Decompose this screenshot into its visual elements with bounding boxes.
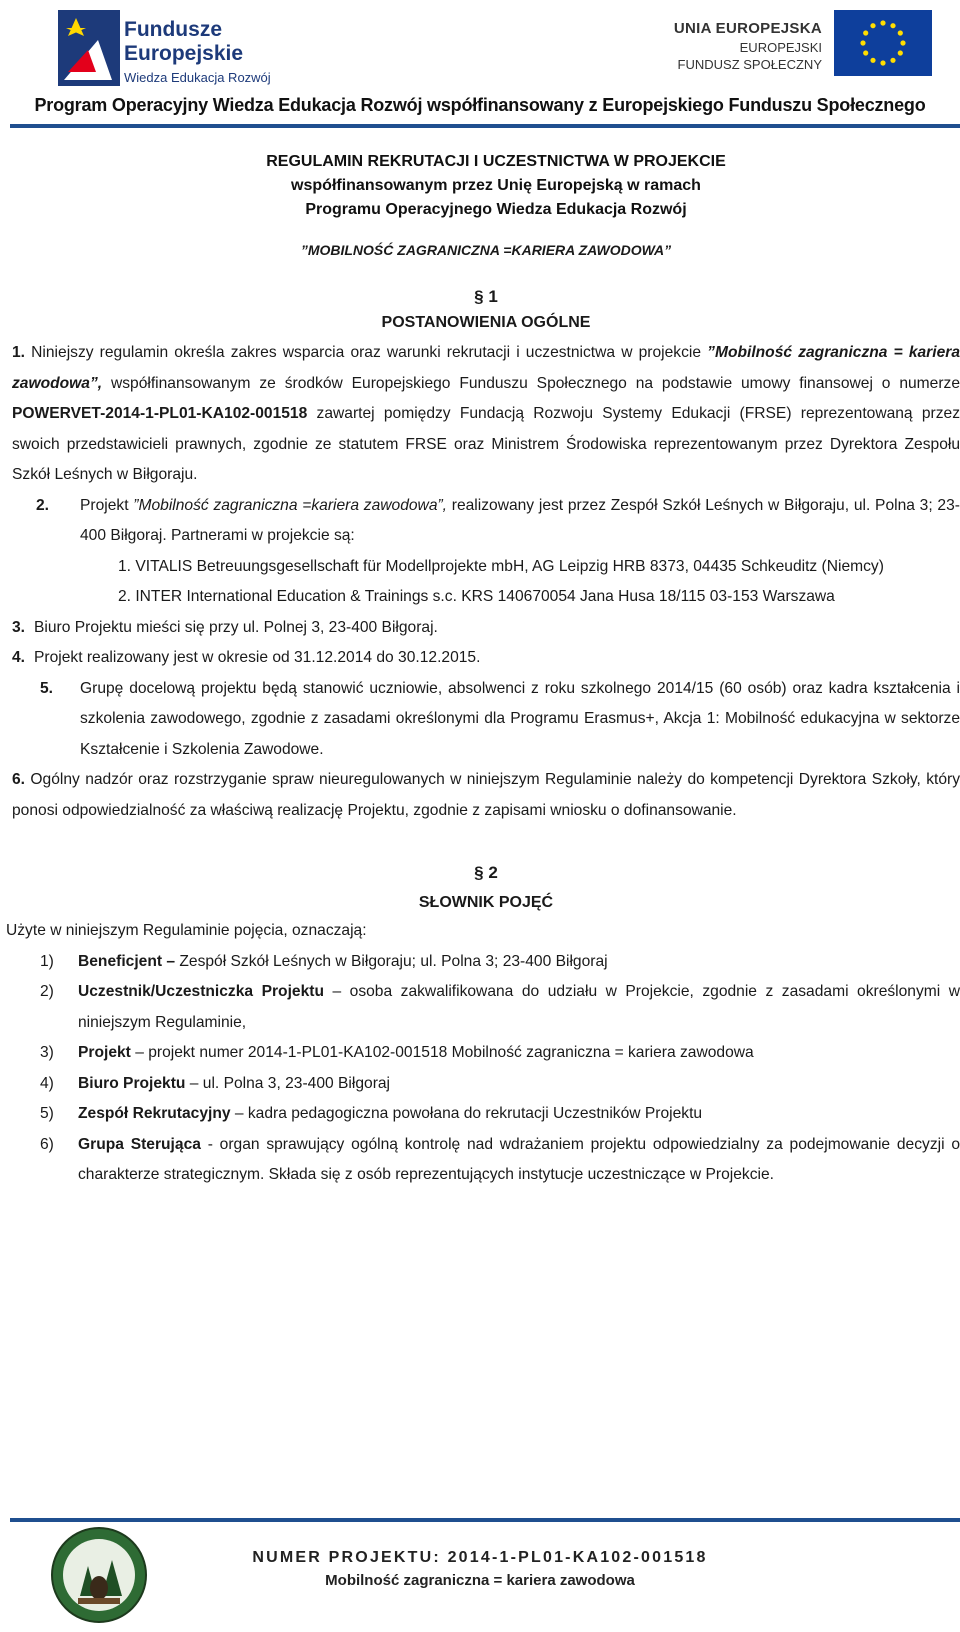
fundusze-europejskie-logo-icon xyxy=(58,10,120,86)
term-item xyxy=(12,1038,960,1069)
section1-sign: § 1 xyxy=(474,287,498,306)
title-line2: współfinansowanym przez Unię Europejską w ramach xyxy=(291,177,701,194)
term-name: Grupa Sterująca xyxy=(78,1135,201,1153)
term-number: 3) xyxy=(40,1044,54,1061)
document-body xyxy=(6,150,960,1191)
fe-logo-line1: Fundusze xyxy=(124,18,222,41)
item2-text-a: Projekt xyxy=(80,496,134,514)
term-item xyxy=(12,977,960,1038)
section1-heading: POSTANOWIENIA OGÓLNE xyxy=(381,314,591,331)
item6-number: 6. xyxy=(12,771,26,788)
eu-star-icon xyxy=(880,60,885,65)
term-number: 2) xyxy=(40,983,54,1000)
item1-text-c: współfinansowanym ze środków Europejskiego Funduszu Społecznego na podstawie umowy finansowej o numerze xyxy=(102,374,960,392)
term-item xyxy=(12,1130,960,1191)
program-line: Program Operacyjny Wiedza Edukacja Rozwój współfinansowany z Europejskiego Funduszu Społecznego xyxy=(34,95,926,115)
term-description: – osoba zakwalifikowana do udziału w Projekcie, zgodnie z zasadami określonymi w niniejszym Regulaminie, xyxy=(78,983,960,1031)
fe-logo-line3: Wiedza Edukacja Rozwój xyxy=(124,70,271,85)
term-number: 4) xyxy=(40,1074,54,1092)
item1-text-a: Niniejszy regulamin określa zakres wsparcia oraz warunki rekrutacji i uczestnictwa w projekcie xyxy=(25,344,708,361)
eu-logo-line2: EUROPEJSKI xyxy=(739,40,822,55)
term-number: 6) xyxy=(40,1135,54,1153)
document-title xyxy=(12,150,960,222)
eu-star-icon xyxy=(890,23,895,28)
term-name: Beneficjent – xyxy=(78,952,176,970)
section2-sign: § 2 xyxy=(474,863,498,882)
item1-project-name: ”Mobilność zagraniczna = kariera zawodowa”, xyxy=(12,344,960,392)
title-line3: Programu Operacyjnego Wiedza Edukacja Rozwój xyxy=(305,201,687,218)
term-name: Biuro Projektu xyxy=(78,1074,186,1092)
footer-divider xyxy=(10,1518,960,1522)
term-item xyxy=(12,1099,960,1130)
item3-text: Biuro Projektu mieści się przy ul. Polnej 3, 23-400 Biłgoraj. xyxy=(34,618,438,636)
eu-logo xyxy=(672,10,932,80)
term-number: 5) xyxy=(40,1105,54,1122)
title-line1: REGULAMIN REKRUTACJI I UCZESTNICTWA W PROJEKCIE xyxy=(266,153,726,170)
eu-logo-line3: FUNDUSZ SPOŁECZNY xyxy=(677,57,822,72)
eu-star-icon xyxy=(860,40,865,45)
header-divider xyxy=(10,124,960,128)
footer-project-number: NUMER PROJEKTU: 2014-1-PL01-KA102-001518 xyxy=(252,1549,708,1566)
section1-item3 xyxy=(12,613,960,644)
item5-number: 5. xyxy=(40,679,54,697)
eu-star-icon xyxy=(898,30,903,35)
section1-item4 xyxy=(12,643,960,674)
eu-star-icon xyxy=(870,58,875,63)
term-name: Projekt xyxy=(78,1044,131,1061)
eu-star-icon xyxy=(863,50,868,55)
section1-item1 xyxy=(12,338,960,491)
term-item xyxy=(12,1069,960,1100)
eu-star-icon xyxy=(880,20,885,25)
term-description: – kadra pedagogiczna powołana do rekrutacji Uczestników Projektu xyxy=(230,1105,703,1122)
item1-agreement-number: POWERVET-2014-1-PL01-KA102-001518 xyxy=(12,405,308,422)
eu-flag-icon xyxy=(834,10,932,76)
section1-item2 xyxy=(12,491,960,552)
partner-2-text: 2. INTER International Education & Trainings s.c. KRS 140670054 Jana Husa 18/115 03-153 Warszawa xyxy=(118,588,835,605)
eu-star-icon xyxy=(900,40,905,45)
term-name: Uczestnik/Uczestniczka Projektu xyxy=(78,983,324,1000)
item1-text-e: zawartej pomiędzy Fundacją Rozwoju Systemy Edukacji (FRSE) reprezentowaną przez swoich przedstawicieli prawnych, zgodnie ze statutem FRSE oraz Ministrem Środowiska reprezentowanym przez Dyrektora Zespołu Szkół Leśnych w Biłgoraju. xyxy=(12,405,960,483)
term-number: 1) xyxy=(40,952,54,970)
item5-text: Grupę docelową projektu będą stanowić uczniowie, absolwenci z roku szkolnego 2014/15 (60 osób) oraz kadra kształcenia i szkolenia zawodowego, zgodnie z zasadami określonymi dla Programu Erasmus+, Akcja 1: Mobilność edukacyjna w sektorze Kształcenie i Szkolenia Zawodowe. xyxy=(80,679,960,758)
fundusze-europejskie-logo xyxy=(58,10,288,86)
partner-1-text: 1. VITALIS Betreuungsgesellschaft für Modellprojekte mbH, AG Leipzig HRB 8373, 04435 Schkeuditz (Niemcy) xyxy=(118,557,884,575)
item4-text: Projekt realizowany jest w okresie od 31.12.2014 do 30.12.2015. xyxy=(34,649,481,666)
item2-project-name: ”Mobilność zagraniczna =kariera zawodowa”, xyxy=(133,496,448,514)
eu-star-icon xyxy=(890,58,895,63)
item2-text-c: realizowany jest przez Zespół Szkół Leśnych w Biłgoraju, ul. Polna 3; 23-400 Biłgoraj. Partnerami w projekcie są: xyxy=(80,496,960,544)
item6-text: Ogólny nadzór oraz rozstrzyganie spraw nieuregulowanych w niniejszym Regulaminie należy do kompetencji Dyrektora Szkoły, który ponosi odpowiedzialność za właściwą realizację Projektu, zgodnie z zapisami wniosku o dofinansowanie. xyxy=(12,771,960,819)
term-description: - organ sprawujący ogólną kontrolę nad wdrażaniem projektu odpowiedzialny za podejmowanie decyzji o charakterze strategicznym. Składa się z osób reprezentujących instytucje uczestniczące w Projekcie. xyxy=(78,1135,960,1183)
partner-2 xyxy=(12,582,960,613)
section1-item5 xyxy=(12,674,960,766)
eu-logo-line1: UNIA EUROPEJSKA xyxy=(673,20,822,37)
item3-number: 3. xyxy=(12,618,26,636)
section2-heading: SŁOWNIK POJĘĆ xyxy=(418,894,554,911)
eu-star-icon xyxy=(863,30,868,35)
item2-number: 2. xyxy=(36,496,50,514)
section2-intro: Użyte w niniejszym Regulaminie pojęcia, oznaczają: xyxy=(6,922,367,939)
partner-1 xyxy=(12,552,960,583)
term-description: – projekt numer 2014-1-PL01-KA102-001518 Mobilność zagraniczna = kariera zawodowa xyxy=(130,1044,754,1061)
school-crest-icon xyxy=(50,1526,148,1624)
terms-list xyxy=(12,947,960,1191)
term-description: – ul. Polna 3, 23-400 Biłgoraj xyxy=(185,1074,391,1092)
term-description: Zespół Szkół Leśnych w Biłgoraju; ul. Polna 3; 23-400 Biłgoraj xyxy=(175,952,608,970)
footer-project-name: Mobilność zagraniczna = kariera zawodowa xyxy=(325,1572,635,1589)
term-name: Zespół Rekrutacyjny xyxy=(78,1105,231,1122)
eu-star-icon xyxy=(898,50,903,55)
item1-number: 1. xyxy=(12,344,26,361)
eu-star-icon xyxy=(870,23,875,28)
section1-item6 xyxy=(12,765,960,826)
fe-logo-line2: Europejskie xyxy=(124,42,244,65)
project-name: ”MOBILNOŚĆ ZAGRANICZNA =KARIERA ZAWODOWA” xyxy=(300,242,672,258)
term-item xyxy=(12,947,960,978)
item4-number: 4. xyxy=(12,649,26,666)
